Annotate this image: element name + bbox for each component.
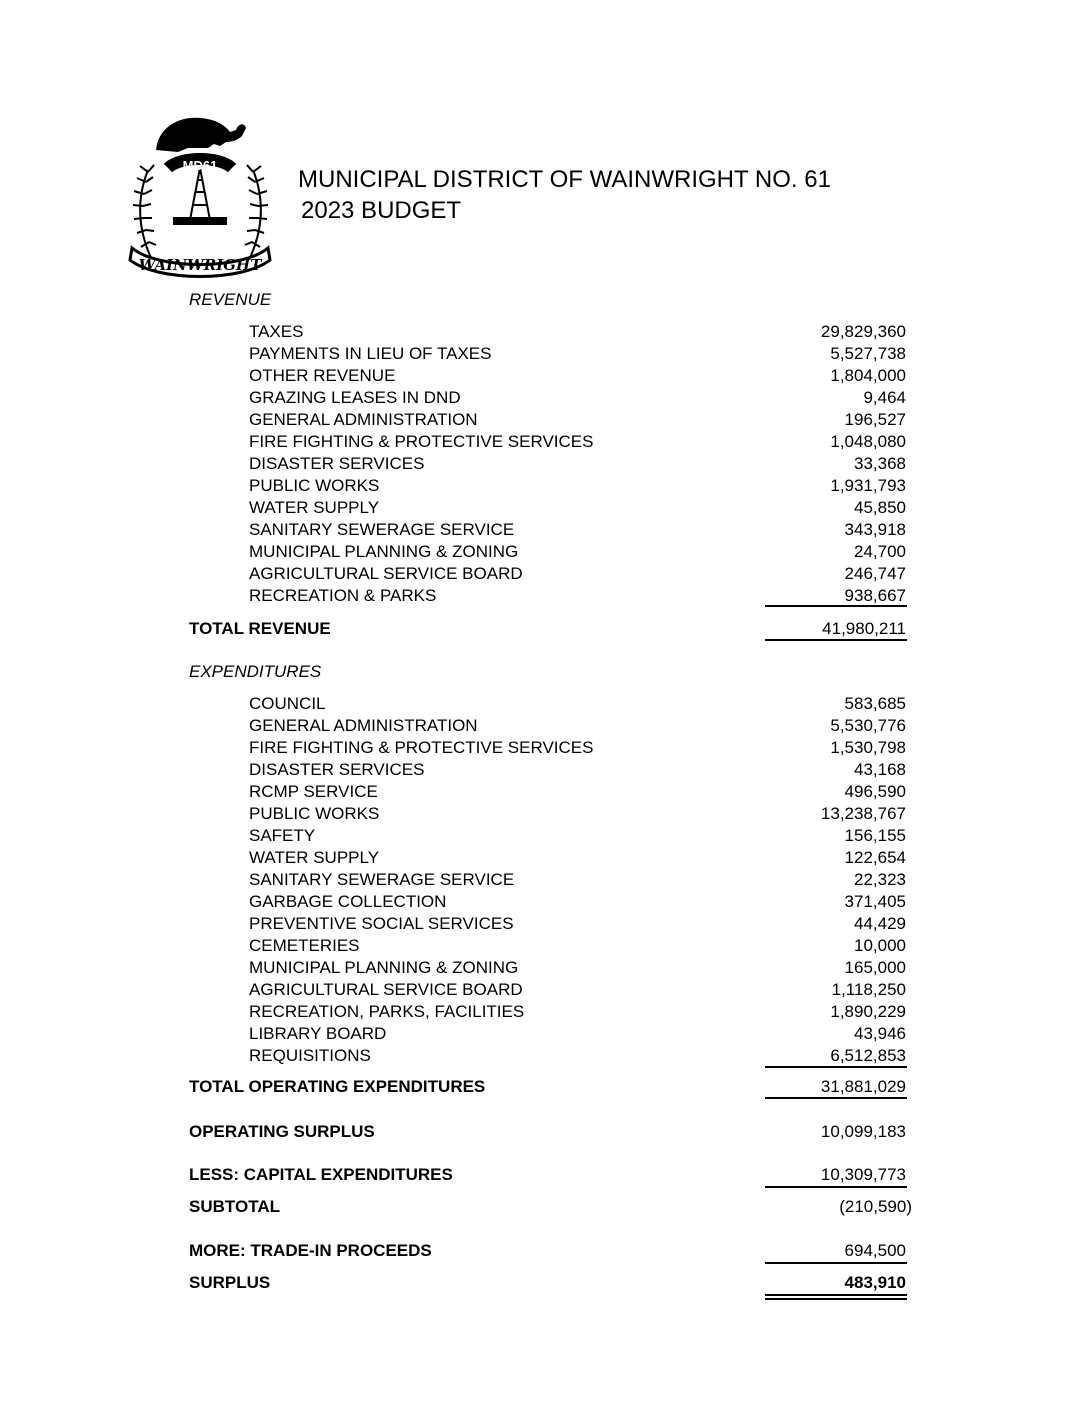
revenue-line-item-label: DISASTER SERVICES (249, 454, 425, 473)
expenditure-line-item-label: DISASTER SERVICES (249, 760, 425, 779)
revenue-line-item-value: 1,931,793 (830, 476, 906, 495)
expenditure-line-item-label: PUBLIC WORKS (249, 804, 380, 823)
revenue-line-item-value: 1,804,000 (830, 366, 906, 385)
expenditure-line-item-value: 1,890,229 (830, 1002, 906, 1021)
expenditure-line-item (0, 891, 1088, 913)
revenue-subtotal-rule (765, 605, 907, 607)
expenditure-line-item-value: 1,118,250 (831, 980, 906, 999)
expenditure-line-item-value: 165,000 (844, 958, 906, 977)
expenditure-line-item-value: 43,168 (854, 760, 906, 779)
revenue-line-item (0, 365, 1088, 387)
expenditure-line-item-value: 1,530,798 (830, 738, 906, 757)
wheat-left-icon (133, 165, 156, 260)
expenditure-line-item (0, 935, 1088, 957)
total-expenditures-rule (765, 1097, 907, 1099)
subtotal-row (0, 1196, 1088, 1218)
surplus-value: 483,910 (844, 1273, 906, 1292)
expenditures-heading: EXPENDITURES (189, 662, 322, 681)
revenue-line-item (0, 497, 1088, 519)
revenue-line-item-value: 9,464 (863, 388, 906, 407)
subtotal-label: SUBTOTAL (189, 1197, 280, 1216)
revenue-heading: REVENUE (189, 290, 272, 309)
surplus-label: SURPLUS (189, 1273, 271, 1292)
expenditure-line-item (0, 737, 1088, 759)
revenue-line-item (0, 475, 1088, 497)
expenditure-line-item (0, 847, 1088, 869)
expenditure-line-item (0, 913, 1088, 935)
expenditure-line-item-value: 6,512,853 (830, 1046, 906, 1065)
document-title (298, 164, 831, 226)
expenditure-line-item-label: PREVENTIVE SOCIAL SERVICES (249, 914, 514, 933)
trade-in-value: 694,500 (844, 1241, 906, 1260)
expenditure-line-item-label: WATER SUPPLY (249, 848, 380, 867)
expenditure-line-item-label: MUNICIPAL PLANNING & ZONING (249, 958, 519, 977)
trade-in-row (0, 1240, 1088, 1262)
revenue-line-item (0, 387, 1088, 409)
revenue-line-item-label: OTHER REVENUE (249, 366, 396, 385)
revenue-line-item-label: AGRICULTURAL SERVICE BOARD (249, 564, 523, 583)
expenditure-line-item-value: 496,590 (844, 782, 906, 801)
expenditure-line-item-label: COUNCIL (249, 694, 326, 713)
expenditure-line-item-label: CEMETERIES (249, 936, 360, 955)
logo-text-bottom: WAINWRIGHT (138, 256, 262, 274)
expenditure-line-item-label: FIRE FIGHTING & PROTECTIVE SERVICES (249, 738, 594, 757)
revenue-line-item-label: GENERAL ADMINISTRATION (249, 410, 478, 429)
total-revenue-value: 41,980,211 (822, 619, 906, 638)
revenue-line-item-value: 24,700 (854, 542, 906, 561)
revenue-line-item-label: TAXES (249, 322, 304, 341)
surplus-double-rule-top (765, 1294, 907, 1296)
revenue-line-item-label: MUNICIPAL PLANNING & ZONING (249, 542, 519, 561)
capital-expenditures-row (0, 1164, 1088, 1186)
revenue-line-item-label: RECREATION & PARKS (249, 586, 437, 605)
operating-surplus-value: 10,099,183 (820, 1122, 906, 1141)
revenue-line-item-label: WATER SUPPLY (249, 498, 380, 517)
revenue-line-item-value: 196,527 (844, 410, 906, 429)
revenue-line-item (0, 453, 1088, 475)
surplus-double-rule-bottom (765, 1298, 907, 1300)
revenue-line-item-label: PAYMENTS IN LIEU OF TAXES (249, 344, 492, 363)
expenditure-line-item (0, 803, 1088, 825)
capital-rule (765, 1186, 907, 1188)
revenue-line-item-value: 343,918 (844, 520, 906, 539)
revenue-line-item (0, 519, 1088, 541)
revenue-line-item-label: GRAZING LEASES IN DND (249, 388, 461, 407)
expenditure-line-item-label: REQUISITIONS (249, 1046, 371, 1065)
expenditure-line-item (0, 1045, 1088, 1067)
expenditure-line-item-value: 122,654 (844, 848, 906, 867)
expenditures-subtotal-rule (765, 1066, 907, 1068)
revenue-line-item (0, 541, 1088, 563)
expenditure-line-item-value: 371,405 (844, 892, 906, 911)
expenditure-line-item (0, 715, 1088, 737)
expenditure-line-item-value: 5,530,776 (830, 716, 906, 735)
expenditure-line-item-value: 43,946 (854, 1024, 906, 1043)
expenditure-line-item (0, 825, 1088, 847)
expenditure-line-item-value: 10,000 (854, 936, 906, 955)
title-line-1: MUNICIPAL DISTRICT OF WAINWRIGHT NO. 61 (298, 166, 831, 193)
total-revenue-rule (765, 639, 907, 641)
total-expenditures-row (0, 1076, 1088, 1098)
revenue-line-item (0, 585, 1088, 607)
total-revenue-row (0, 618, 1088, 640)
expenditure-line-item (0, 759, 1088, 781)
revenue-line-item (0, 409, 1088, 431)
operating-surplus-label: OPERATING SURPLUS (189, 1122, 375, 1141)
expenditure-line-item-value: 156,155 (844, 826, 906, 845)
total-revenue-label: TOTAL REVENUE (189, 619, 331, 638)
capital-expenditures-value: 10,309,773 (820, 1165, 906, 1184)
expenditure-line-item-label: SANITARY SEWERAGE SERVICE (249, 870, 515, 889)
expenditure-line-item-label: SAFETY (249, 826, 316, 845)
wheat-right-icon (245, 165, 268, 260)
oil-derrick-icon (174, 168, 226, 224)
revenue-line-item (0, 343, 1088, 365)
expenditure-line-item (0, 693, 1088, 715)
revenue-line-item-value: 29,829,360 (820, 322, 906, 341)
total-expenditures-value: 31,881,029 (820, 1077, 906, 1096)
expenditure-line-item-value: 44,429 (854, 914, 906, 933)
revenue-line-item-value: 33,368 (854, 454, 906, 473)
expenditure-line-item-label: AGRICULTURAL SERVICE BOARD (249, 980, 523, 999)
expenditure-line-item-label: RCMP SERVICE (249, 782, 378, 801)
expenditure-line-item-value: 583,685 (844, 694, 906, 713)
expenditure-line-item-value: 13,238,767 (820, 804, 906, 823)
revenue-line-item-value: 5,527,738 (830, 344, 906, 363)
revenue-line-item-label: FIRE FIGHTING & PROTECTIVE SERVICES (249, 432, 594, 451)
revenue-line-item-label: SANITARY SEWERAGE SERVICE (249, 520, 515, 539)
expenditure-line-item-value: 22,323 (854, 870, 906, 889)
capital-expenditures-label: LESS: CAPITAL EXPENDITURES (189, 1165, 453, 1184)
revenue-line-item (0, 321, 1088, 343)
revenue-line-item-value: 45,850 (854, 498, 906, 517)
trade-in-label: MORE: TRADE-IN PROCEEDS (189, 1241, 432, 1260)
surplus-row (0, 1272, 1088, 1294)
revenue-line-item (0, 431, 1088, 453)
expenditure-line-item (0, 1023, 1088, 1045)
trade-in-rule (765, 1262, 907, 1264)
revenue-line-item-value: 1,048,080 (830, 432, 906, 451)
revenue-line-item-value: 938,667 (844, 586, 906, 605)
expenditure-line-item-label: GARBAGE COLLECTION (249, 892, 447, 911)
bison-silhouette (156, 118, 246, 152)
revenue-line-item (0, 563, 1088, 585)
expenditure-line-item-label: GENERAL ADMINISTRATION (249, 716, 478, 735)
expenditure-line-item (0, 781, 1088, 803)
expenditure-line-item (0, 979, 1088, 1001)
title-line-2: 2023 BUDGET (301, 197, 462, 224)
md61-wainwright-logo (118, 110, 283, 280)
expenditure-line-item-label: LIBRARY BOARD (249, 1024, 387, 1043)
subtotal-value: (210,590) (839, 1197, 912, 1216)
total-expenditures-label: TOTAL OPERATING EXPENDITURES (189, 1077, 486, 1096)
revenue-line-item-value: 246,747 (844, 564, 906, 583)
expenditure-line-item-label: RECREATION, PARKS, FACILITIES (249, 1002, 525, 1021)
revenue-line-item-label: PUBLIC WORKS (249, 476, 380, 495)
logo-text-top: MD61 (182, 158, 218, 173)
operating-surplus-row (0, 1121, 1088, 1143)
expenditure-line-item (0, 869, 1088, 891)
expenditure-line-item (0, 957, 1088, 979)
expenditure-line-item (0, 1001, 1088, 1023)
